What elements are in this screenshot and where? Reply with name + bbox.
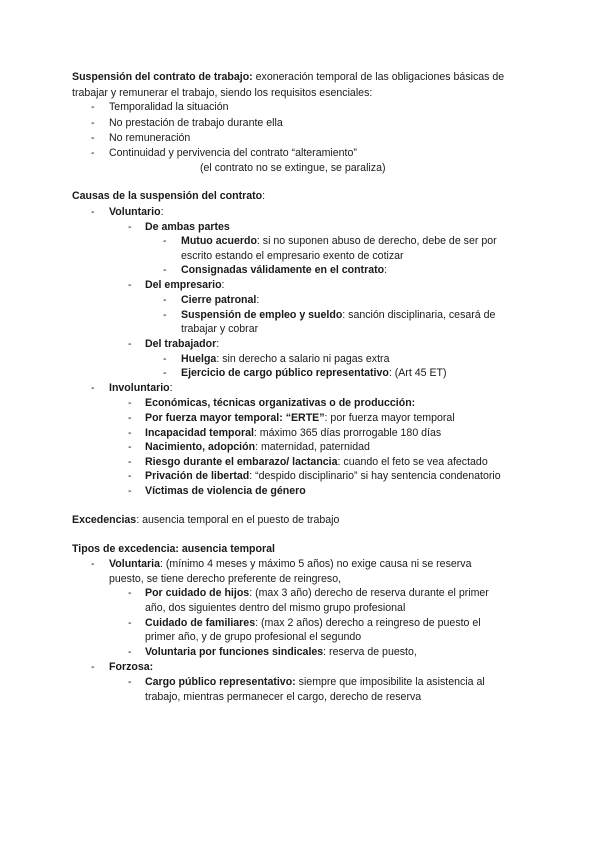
suspension-empleo-line: Suspensión de empleo y sueldo: sanción disciplinaria, cesará de: [181, 309, 496, 321]
causas-heading: Causas de la suspensión del contrato: [72, 190, 263, 202]
victimas-line: Víctimas de violencia de género: [145, 485, 306, 497]
cuidado-familiares-line: Cuidado de familiares: (max 2 años) derecho a reingreso de puesto el: [145, 617, 481, 629]
consignadas-line: Consignadas válidamente en el contrato:: [181, 264, 388, 276]
cargo-publico-line-2: trabajo, mientras permanecer el cargo, derecho de reserva: [145, 691, 422, 703]
list-bullet: -: [163, 264, 167, 276]
list-bullet: -: [128, 338, 132, 350]
suspension-empleo-line-2: trabajar y cobrar: [181, 323, 259, 335]
list-bullet: -: [128, 646, 132, 658]
list-item: Temporalidad la situación: [109, 101, 229, 113]
list-bullet: -: [128, 587, 132, 599]
list-bullet: -: [91, 117, 95, 129]
huelga-line: Huelga: sin derecho a salario ni pagas extra: [181, 353, 390, 365]
voluntario-line: Voluntario:: [109, 206, 164, 218]
list-bullet: -: [128, 470, 132, 482]
list-item: No remuneración: [109, 132, 191, 144]
list-bullet: -: [163, 294, 167, 306]
list-bullet: -: [91, 132, 95, 144]
de-ambas-partes: De ambas partes: [145, 221, 230, 233]
funciones-sindicales-line: Voluntaria por funciones sindicales: reserva de puesto,: [145, 646, 417, 658]
riesgo-line: Riesgo durante el embarazo/ lactancia: cuando el feto se vea afectado: [145, 456, 488, 468]
mutuo-acuerdo-line-2: escrito estando el empresario exento de cotizar: [181, 250, 404, 262]
list-item: Continuidad y pervivencia del contrato “alteramiento”: [109, 147, 357, 159]
list-bullet: -: [91, 206, 95, 218]
incapacidad-line: Incapacidad temporal: máximo 365 días prorrogable 180 días: [145, 427, 442, 439]
ejercicio-cargo-line: Ejercicio de cargo público representativo: (Art 45 ET): [181, 367, 447, 379]
excedencias-line: Excedencias: ausencia temporal en el puesto de trabajo: [72, 514, 340, 526]
list-bullet: -: [163, 235, 167, 247]
list-item: No prestación de trabajo durante ella: [109, 117, 283, 129]
list-bullet: -: [128, 221, 132, 233]
list-bullet: -: [163, 309, 167, 321]
cuidado-familiares-line-2: primer año, y de grupo profesional el segundo: [145, 631, 362, 643]
list-bullet: -: [91, 147, 95, 159]
nacimiento-line: Nacimiento, adopción: maternidad, paternidad: [145, 441, 370, 453]
cuidado-hijos-line-2: año, dos siguientes dentro del mismo grupo profesional: [145, 602, 406, 614]
suspension-definition: exoneración temporal de las obligaciones básicas de: [252, 71, 505, 83]
list-bullet: -: [91, 661, 95, 673]
voluntaria-line-2: puesto, se tiene derecho preferente de reingreso,: [109, 573, 342, 585]
voluntaria-line: Voluntaria: (mínimo 4 meses y máximo 5 años) no exige causa ni se reserva: [109, 558, 472, 570]
list-bullet: -: [128, 617, 132, 629]
list-bullet: -: [128, 456, 132, 468]
involuntario-line: Involuntario:: [109, 382, 173, 394]
cuidado-hijos-line: Por cuidado de hijos: (max 3 año) derecho de reserva durante el primer: [145, 587, 489, 599]
cargo-publico-line: Cargo público representativo: siempre que imposibilite la asistencia al: [145, 676, 485, 688]
list-bullet: -: [91, 382, 95, 394]
privacion-line: Privación de libertad: “despido disciplinario” si hay sentencia condenatorio: [145, 470, 501, 482]
list-bullet: -: [163, 367, 167, 379]
list-bullet: -: [91, 101, 95, 113]
list-bullet: -: [128, 427, 132, 439]
del-empresario-line: Del empresario:: [145, 279, 225, 291]
mutuo-acuerdo-line: Mutuo acuerdo: si no suponen abuso de derecho, debe de ser por: [181, 235, 497, 247]
causas-heading-line: Causas de la suspensión del contrato:: [72, 190, 266, 202]
list-bullet: -: [91, 558, 95, 570]
suspension-heading: Suspensión del contrato de trabajo:: [72, 71, 253, 83]
list-bullet: -: [128, 441, 132, 453]
fuerza-mayor-line: Por fuerza mayor temporal: “ERTE”: por fuerza mayor temporal: [145, 412, 455, 424]
del-trabajador-line: Del trabajador:: [145, 338, 220, 350]
economicas-line: Económicas, técnicas organizativas o de producción:: [145, 397, 416, 409]
list-bullet: -: [128, 485, 132, 497]
list-bullet: -: [128, 412, 132, 424]
list-bullet: -: [163, 353, 167, 365]
suspension-paragraph-line-1: [72, 70, 504, 85]
cierre-patronal-line: Cierre patronal:: [181, 294, 260, 306]
suspension-definition-line-2: trabajar y remunerar el trabajo, siendo los requisitos esenciales:: [72, 87, 373, 99]
forzosa-line: Forzosa:: [109, 661, 154, 673]
tipos-heading: Tipos de excedencia: ausencia temporal: [72, 543, 275, 555]
list-bullet: -: [128, 397, 132, 409]
list-bullet: -: [128, 676, 132, 688]
list-bullet: -: [128, 279, 132, 291]
suspension-note: (el contrato no se extingue, se paraliza): [200, 162, 386, 174]
